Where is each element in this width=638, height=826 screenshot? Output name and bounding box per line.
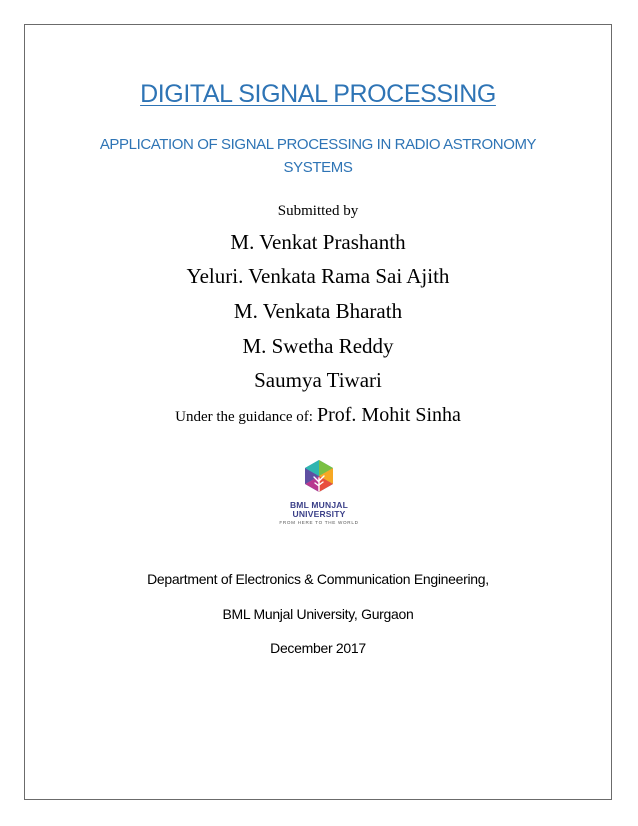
author-name: Saumya Tiwari [254,368,382,392]
author-name: M. Swetha Reddy [242,334,394,358]
author-name: M. Venkata Bharath [233,299,403,323]
university-logo [276,456,362,532]
university-location: BML Munjal University, Gurgaon [222,606,414,622]
tree-emblem-icon [300,458,338,498]
guidance-line [24,404,612,427]
logo-text-line1: BML MUNJAL [289,500,349,510]
guide-name: Prof. Mohit Sinha [316,404,461,426]
document-subtitle: APPLICATION OF SIGNAL PROCESSING IN RADIO ASTRONOMY SYSTEMS [99,136,537,176]
submitted-by-label: Submitted by [277,203,359,219]
logo-text-line2: UNIVERSITY [292,509,346,519]
submission-date: December 2017 [270,640,366,656]
guidance-label: Under the guidance of: [175,409,313,425]
author-name: Yeluri. Venkata Rama Sai Ajith [186,264,450,288]
author-name: M. Venkat Prashanth [230,230,406,254]
document-title: DIGITAL SIGNAL PROCESSING [140,80,496,108]
department-name: Department of Electronics & Communication Engineering, [147,571,489,587]
logo-tagline: FROM HERE TO THE WORLD [279,520,359,525]
